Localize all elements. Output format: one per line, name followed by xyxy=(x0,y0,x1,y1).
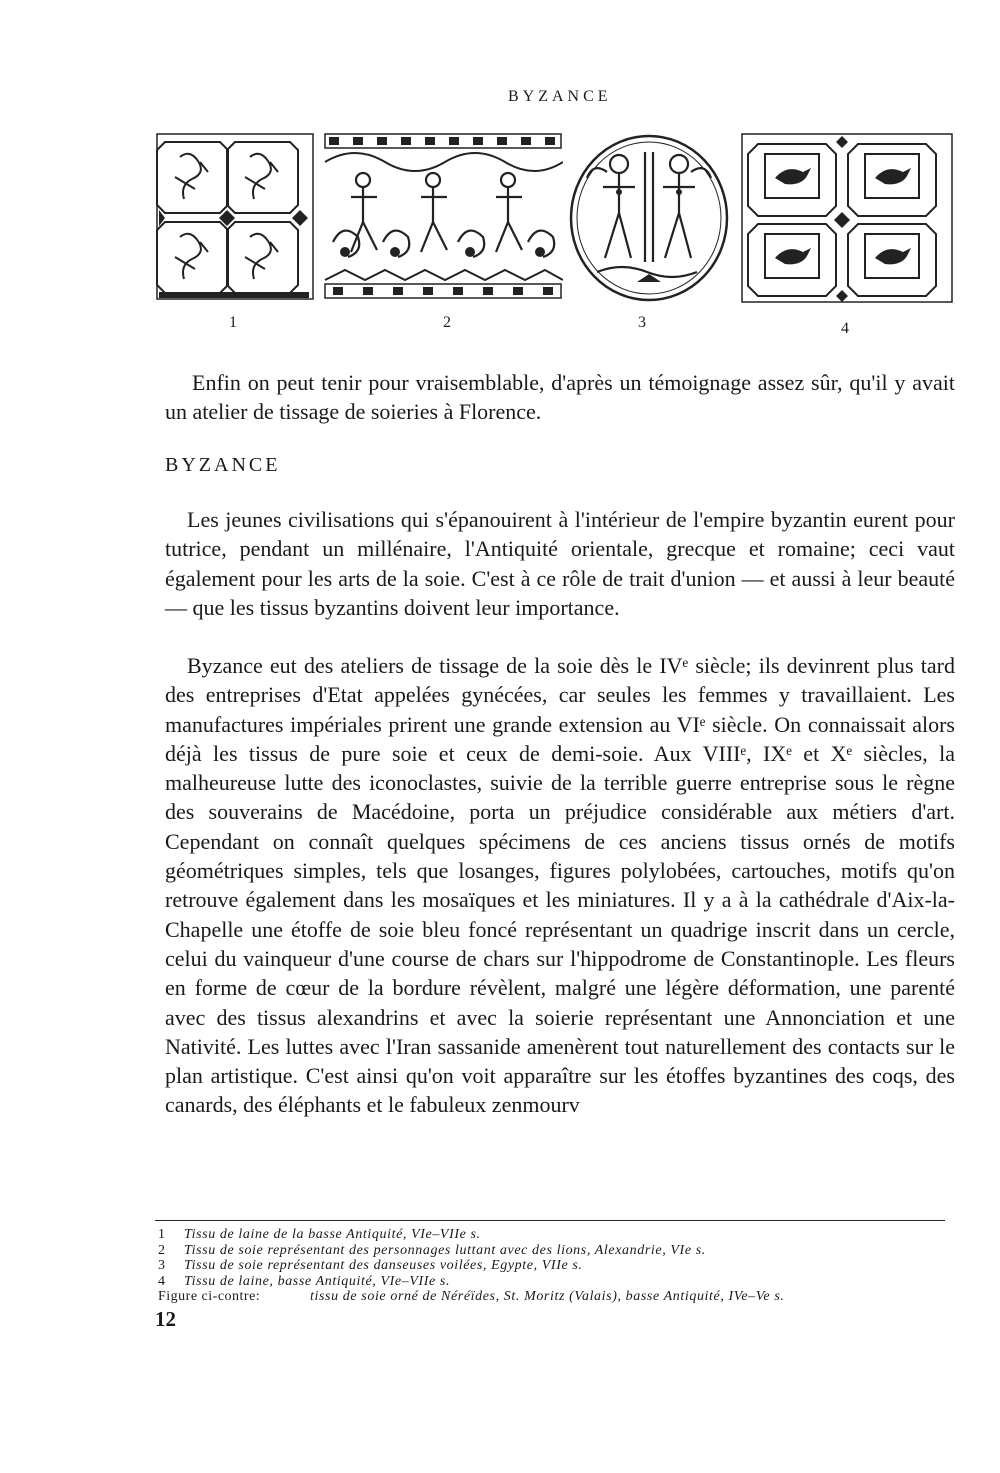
running-head: BYZANCE xyxy=(508,88,612,105)
footnote-text: Tissu de soie représentant des danseuses voilées, Egypte, VIIe s. xyxy=(184,1258,583,1273)
body-paragraph-1-text: Les jeunes civilisations qui s'épanouirent à l'intérieur de l'empire byzantin eurent pour tutrice, pendant un millénaire, l'Antiquité orientale, grecque et romaine; ceci vaut également pour les arts de la soie. C'est à ce rôle de trait d'union — et aussi à leur beauté — que les tissus byzantins doivent leur importance. xyxy=(165,507,955,620)
body-paragraph-1 xyxy=(165,505,955,622)
fig-4-birds-in-octagons xyxy=(740,132,955,307)
fig-2-silk-figures-lions xyxy=(323,132,563,307)
intro-paragraph: Enfin on peut tenir pour vraisemblable, d'après un témoignage assez sûr, qu'il y avait un atelier de tissage de soieries à Florence. xyxy=(165,370,955,424)
figure-number-1: 1 xyxy=(229,314,237,331)
footnote-1 xyxy=(158,1227,948,1243)
footnote-number: 4 xyxy=(158,1273,165,1289)
body-paragraph-2 xyxy=(165,651,955,1120)
section-heading: BYZANCE xyxy=(165,454,281,476)
footnote-number: 1 xyxy=(158,1227,165,1242)
footnote-number: 2 xyxy=(158,1242,165,1258)
figure-number-3: 3 xyxy=(638,314,646,331)
fig-3-veiled-dancers xyxy=(567,132,732,307)
footnote-4 xyxy=(158,1274,948,1290)
page-number: 12 xyxy=(155,1307,176,1331)
footnotes xyxy=(158,1227,948,1305)
figure-caption xyxy=(158,1289,948,1305)
footnote-rule xyxy=(155,1220,945,1221)
figure-number-2: 2 xyxy=(443,314,451,331)
footnote-text: Tissu de laine de la basse Antiquité, VIe–VIIe s. xyxy=(184,1227,481,1242)
footnote-text: Tissu de soie représentant des personnages luttant avec des lions, Alexandrie, VIe s. xyxy=(184,1242,706,1258)
figure-strip xyxy=(155,132,960,312)
footnote-number: 3 xyxy=(158,1258,165,1273)
fig-1-wool-fabric-octagons xyxy=(155,132,315,307)
figure-caption-text: tissu de soie orné de Néréïdes, St. Moritz (Valais), basse Antiquité, IVe–Ve s. xyxy=(310,1289,785,1304)
figure-caption-label: Figure ci-contre: xyxy=(158,1289,261,1304)
figure-number-4: 4 xyxy=(841,320,849,337)
footnote-3 xyxy=(158,1258,948,1274)
footnote-2 xyxy=(158,1243,948,1259)
footnote-text: Tissu de laine, basse Antiquité, VIe–VIIe s. xyxy=(184,1273,451,1289)
body-paragraph-2-text: Byzance eut des ateliers de tissage de la soie dès le IVᵉ siècle; ils devinrent plus tard des entreprises d'Etat appelées gynécées, car seules les femmes y travaillaient. Les manufactures impériales prirent une grande extension au VIᵉ siècle. On connaissait alors déjà les tissus de pure soie et ceux de demi-soie. Aux VIIIᵉ, IXᵉ et Xᵉ siècles, la malheureuse lutte des iconoclastes, suivie de la terrible guerre entreprise sous le règne des souverains de Macédoine, porta un préjudice considérable aux métiers d'art. Cependant on connaît quelques spécimens de ces anciens tissus ornés de motifs géométriques simples, tels que losanges, figures polylobées, cartouches, motifs qu'on retrouve également dans les mosaïques et les miniatures. Il y a à la cathédrale d'Aix-la-Chapelle une étoffe de soie bleu foncé représentant un quadrige inscrit dans un cercle, celui du vainqueur d'une course de chars sur l'hippodrome de Constantinople. Les fleurs en forme de cœur de la bordure révèlent, malgré une légère déformation, une parenté avec des tissus alexandrins et avec la soierie représentant une Annonciation et une Nativité. Les luttes avec l'Iran sassanide amenèrent tout naturellement des contacts sur le plan artistique. C'est ainsi qu'on voit apparaître sur les étoffes byzantines des coqs, des canards, des éléphants et le fabuleux zenmourv xyxy=(165,653,955,1118)
